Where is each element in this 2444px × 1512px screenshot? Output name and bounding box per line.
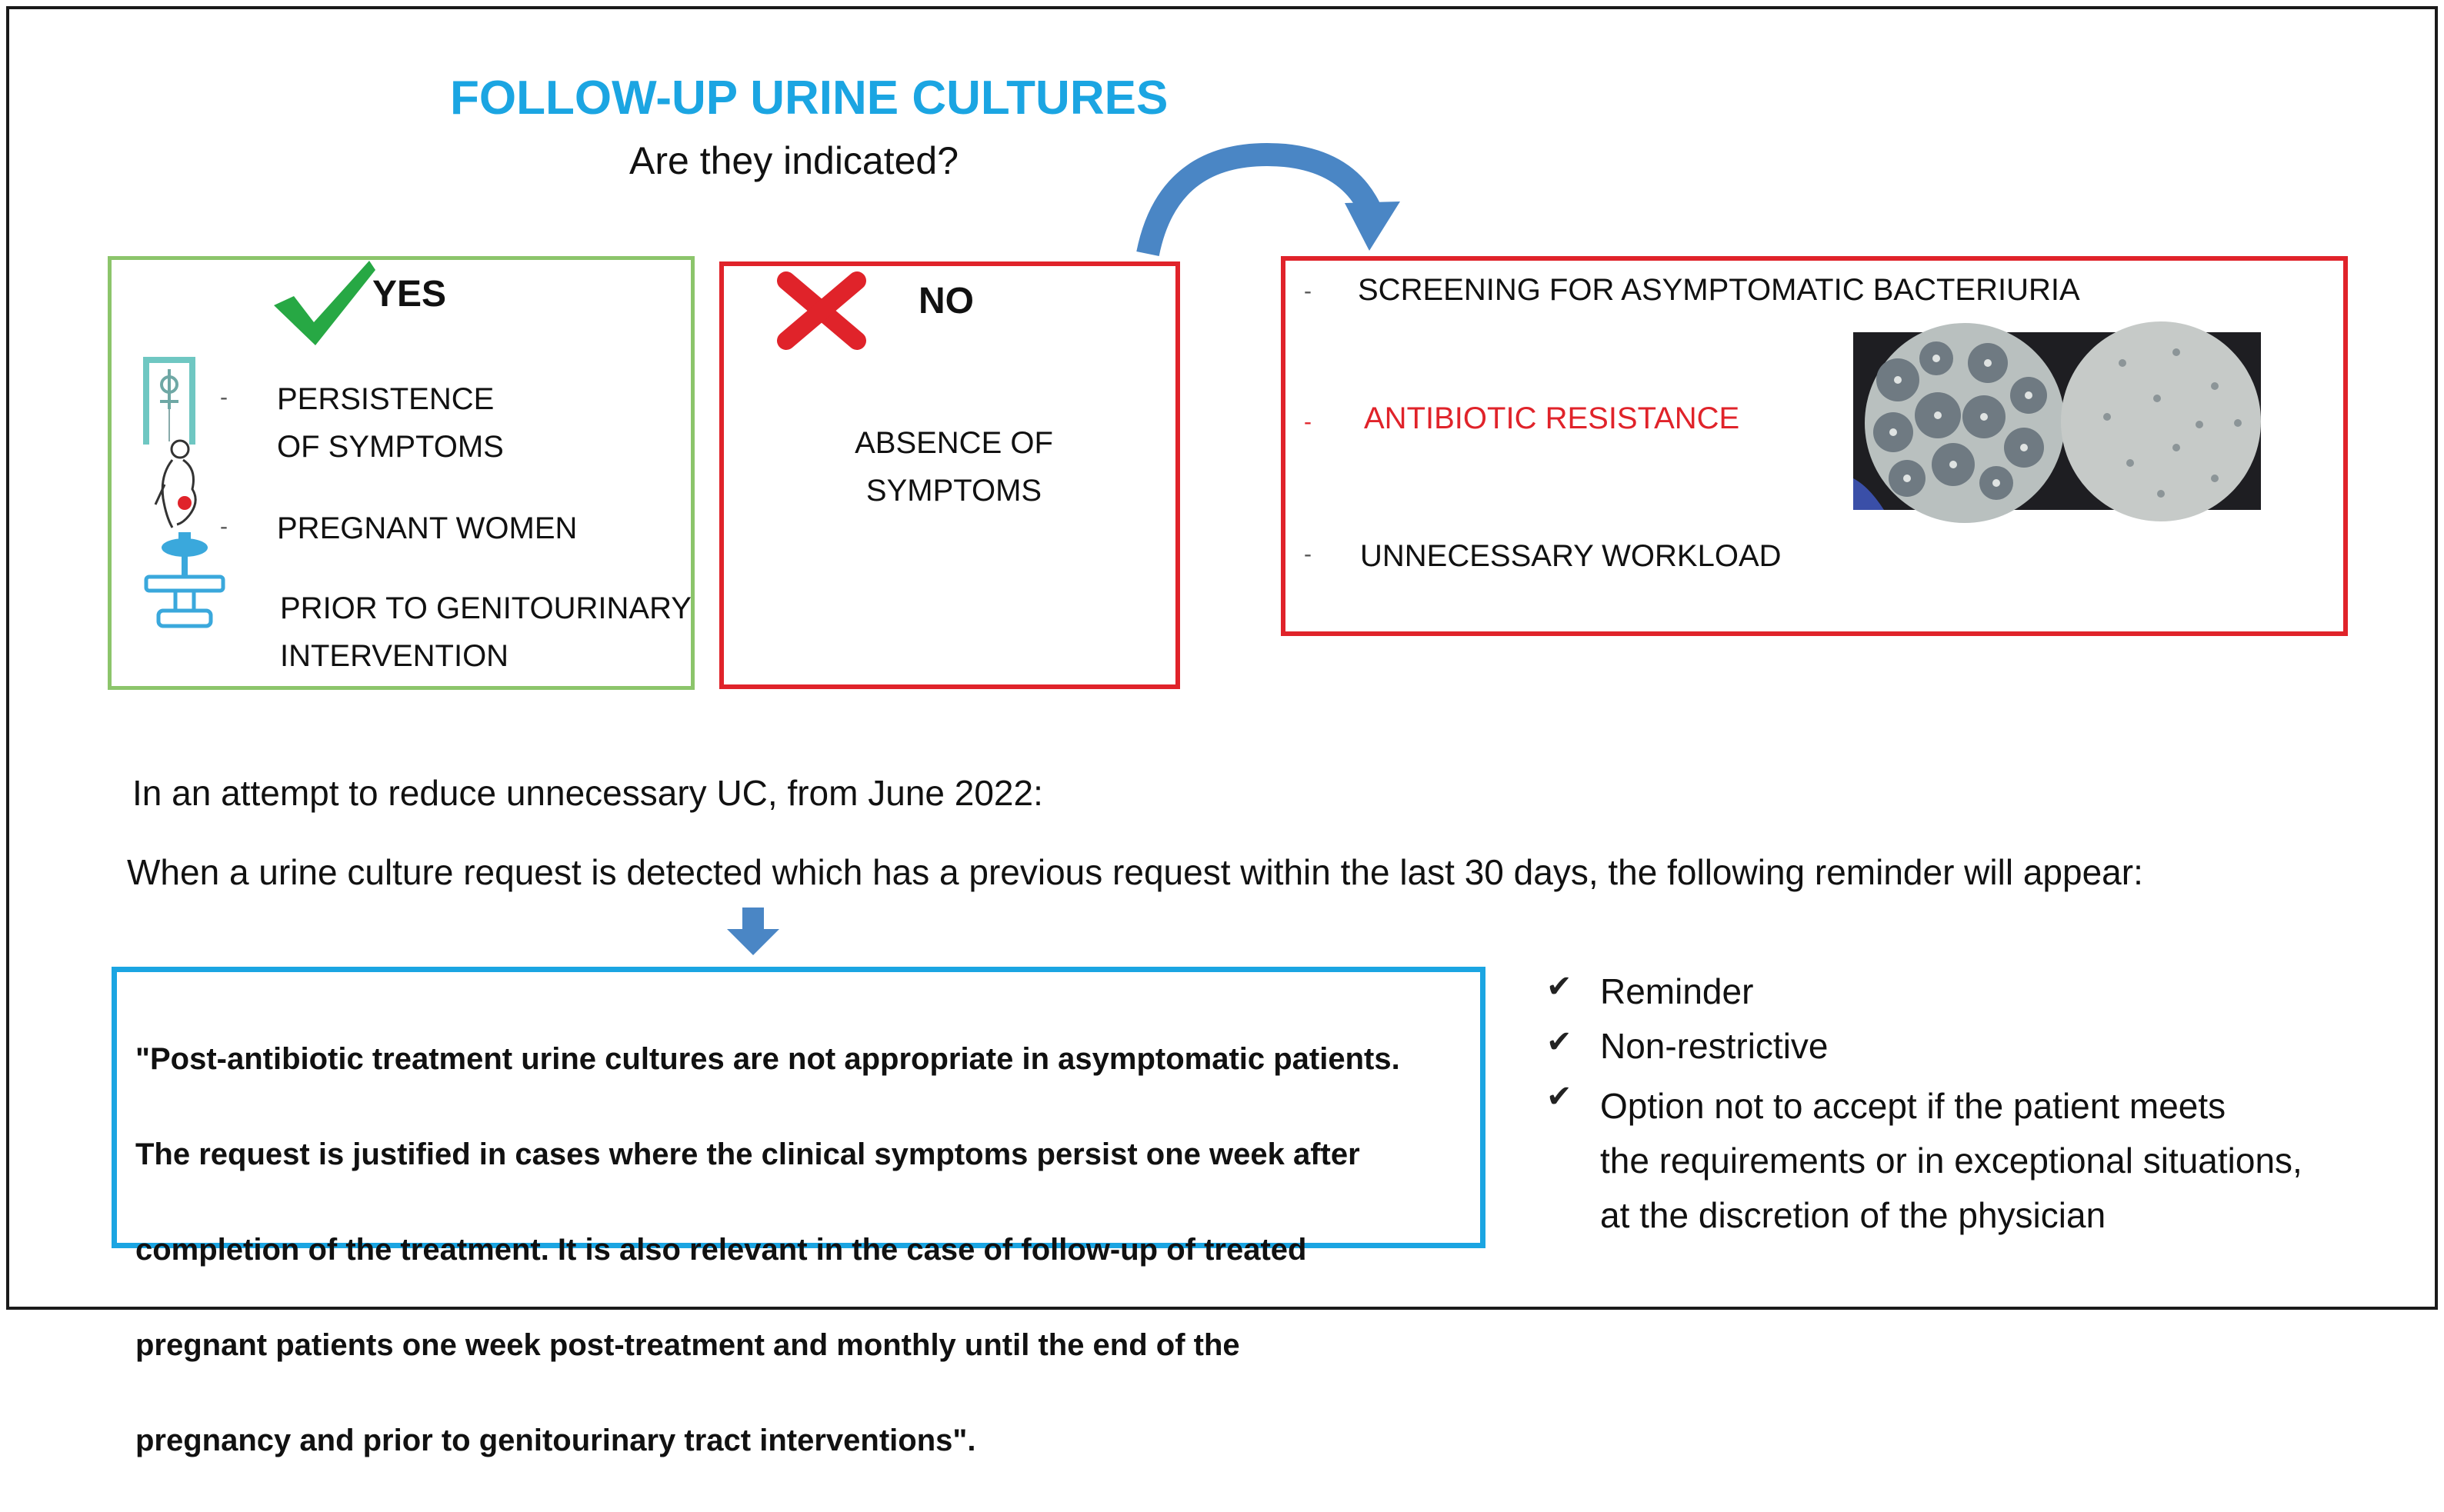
consequence-screening: SCREENING FOR ASYMPTOMATIC BACTERIURIA [1358,273,2080,307]
yes-item-pregnant: PREGNANT WOMEN [277,511,578,545]
curved-arrow-icon [1139,138,1400,261]
check-icon: ✔ [1546,1025,1572,1059]
check-icon: ✔ [1546,970,1572,1004]
yes-label: YES [372,274,447,315]
feature-non-restrictive: Non-restrictive [1600,1026,1829,1066]
pregnant-woman-icon [149,438,206,531]
consequence-resistance: ANTIBIOTIC RESISTANCE [1364,401,1740,435]
cross-icon [779,275,865,347]
list-dash: - [1304,278,1312,304]
figure-title: FOLLOW-UP URINE CULTURES [450,72,1169,125]
list-dash: - [1304,541,1312,567]
list-dash: - [220,514,228,539]
detection-text: When a urine culture request is detected which has a previous request within the last 30 days, the following reminder will appear: [127,852,2143,892]
feature-reminder: Reminder [1600,971,1754,1011]
iv-drip-icon [138,355,200,446]
reminder-text: "Post-antibiotic treatment urine cultures are not appropriate in asymptomatic patients. The request is justified in cases where the clinical symptoms persist one week after completion of the treatment. It is also relevant in the case of follow-up of treated pregnant patients one week post-treatment and monthly until the end of the pregnancy and prior to genitourinary tract interventions". [135,1042,1400,1457]
yes-item-intervention: PRIOR TO GENITOURINARY INTERVENTION [280,591,692,673]
figure-subtitle: Are they indicated? [629,139,959,182]
petri-dish-images [1853,332,2261,510]
list-dash: - [220,385,228,410]
check-icon: ✔ [1546,1080,1572,1114]
feature-option: Option not to accept if the patient meets the requirements or in exceptional situations, at the discretion of the physician [1600,1086,2302,1235]
checkmark-icon [271,258,378,348]
no-label: NO [919,281,974,321]
list-dash: - [1304,409,1312,435]
intro-text: In an attempt to reduce unnecessary UC, from June 2022: [132,773,1043,813]
surgery-table-icon [138,529,231,634]
consequence-workload: UNNECESSARY WORKLOAD [1360,539,1782,573]
reminder-box [112,967,1485,1457]
down-arrow-icon [727,908,779,955]
no-reason: ABSENCE OF SYMPTOMS [855,426,1053,508]
yes-item-persistence: PERSISTENCE OF SYMPTOMS [277,382,504,464]
